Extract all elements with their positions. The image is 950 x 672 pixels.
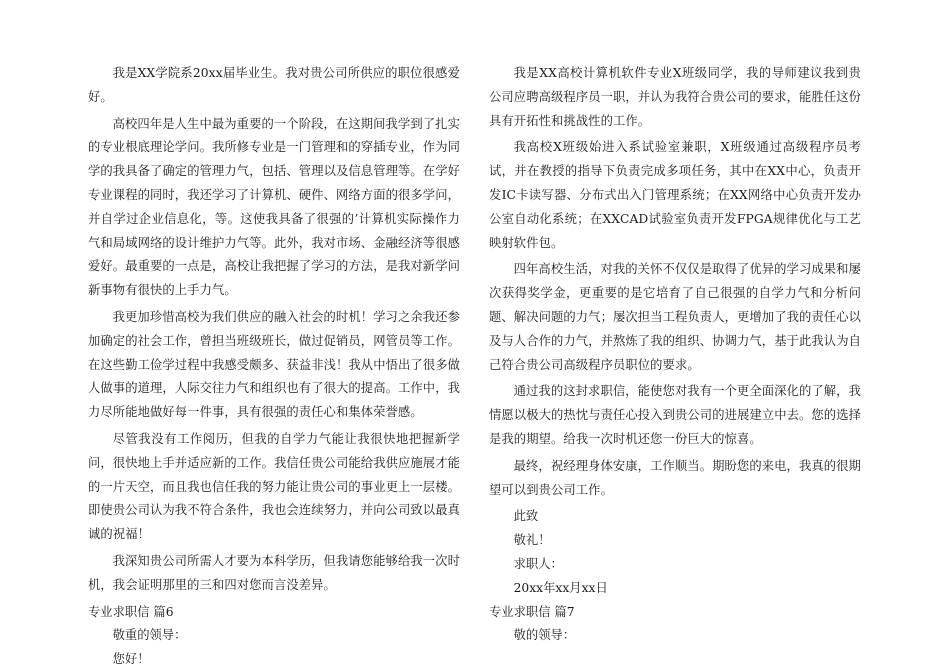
greeting: 敬的领导： <box>513 628 576 643</box>
paragraph: 最终，祝经理身体安康，工作顺当。期盼您的来电，我真的很期望可以到贵公司工作。 <box>489 458 861 497</box>
greeting: 敬重的领导： <box>112 628 187 643</box>
paragraph: 四年高校生活，对我的关怀不仅仅是取得了优异的学习成果和屡次获得奖学金，更重要的是它培育了自己很强的自学力气和分析问题、解决问题的力气；屡次担当工程负责人，更增加了我的责任心以及与人合作的力气，并熬炼了我的组织、协调力气，基于此我认为自己符合贵公司高级程序员职位的要求。 <box>489 262 861 372</box>
paragraph: 我是XX学院系20xx届毕业生。我对贵公司所供应的职位很感爱好。 <box>88 66 460 104</box>
section-heading: 专业求职信 篇6 <box>88 604 174 619</box>
paragraph: 我高校X班级始进入系试验室兼职，X班级通过高级程序员考试，并在教授的指导下负责完成多项任务，其中在XX中心，负责开发IC卡读写器、分布式出入门管理系统；在XX网络中心负责开发办公室自动化系统；在XXCAD试验室负责开发FPGA规律优化与工艺映射软件包。 <box>489 140 861 250</box>
paragraph: 我更加珍惜高校为我们供应的融入社会的时机！学习之余我还参加确定的社会工作，曾担当班级班长，做过促销员，网管员等工作。在这些勤工俭学过程中我感受颇多、获益非浅！我从中悟出了很多做人做事的道理，人际交往力气和组织也有了很大的提高。工作中，我力尽所能地做好每一件事，具有很强的责任心和集体荣誉感。 <box>88 309 460 420</box>
right-column <box>489 62 861 648</box>
paragraph: 尽管我没有工作阅历，但我的自学力气能让我很快地把握新学问，很快地上手并适应新的工作。我信任贵公司能给我供应施展才能的一片天空，而且我也信任我的努力能让贵公司的事业更上一层楼。即使贵公司认为我不符合条件，我也会连续努力，并向公司致以最真诚的祝福！ <box>88 431 460 542</box>
closing-line: 敬礼！ <box>513 533 551 548</box>
paragraph: 高校四年是人生中最为重要的一个阶段，在这期间我学到了扎实的专业根底理论学问。我所修专业是一门管理和的穿插专业，作为同学的我具备了确定的管理力气，包括、管理以及信息管理等。在学好专业课程的同时，我还学习了计算机、硬件、网络方面的很多学问，并自学过企业信息化，等。这使我具备了很强的’计算机实际操作力气和局域网络的设计维护力气等。此外，我对市场、金融经济等很感爱好。最重要的一点是，高校让我把握了学习的方法，是我对新学问新事物有很快的上手力气。 <box>88 116 460 298</box>
paragraph: 通过我的这封求职信，能使您对我有一个更全面深化的了解，我情愿以极大的热忱与责任心投入到贵公司的进展建立中去。您的选择是我的期望。给我一次时机还您一份巨大的惊喜。 <box>489 384 861 446</box>
left-column <box>88 62 460 672</box>
paragraph: 我是XX高校计算机软件专业X班级同学，我的导师建议我到贵公司应聘高级程序员一职，并认为我符合贵公司的要求，能胜任这份具有开拓性和挑战性的工作。 <box>489 66 861 128</box>
signer-label: 求职人： <box>513 556 563 571</box>
salutation: 您好！ <box>112 652 150 667</box>
letter-date: 20xx年xx月xx日 <box>513 580 608 595</box>
section-heading: 专业求职信 篇7 <box>489 604 575 619</box>
paragraph: 我深知贵公司所需人才要为本科学历，但我请您能够给我一次时机，我会证明那里的三和四对您而言没差异。 <box>88 553 460 592</box>
closing-line: 此致 <box>513 509 539 524</box>
